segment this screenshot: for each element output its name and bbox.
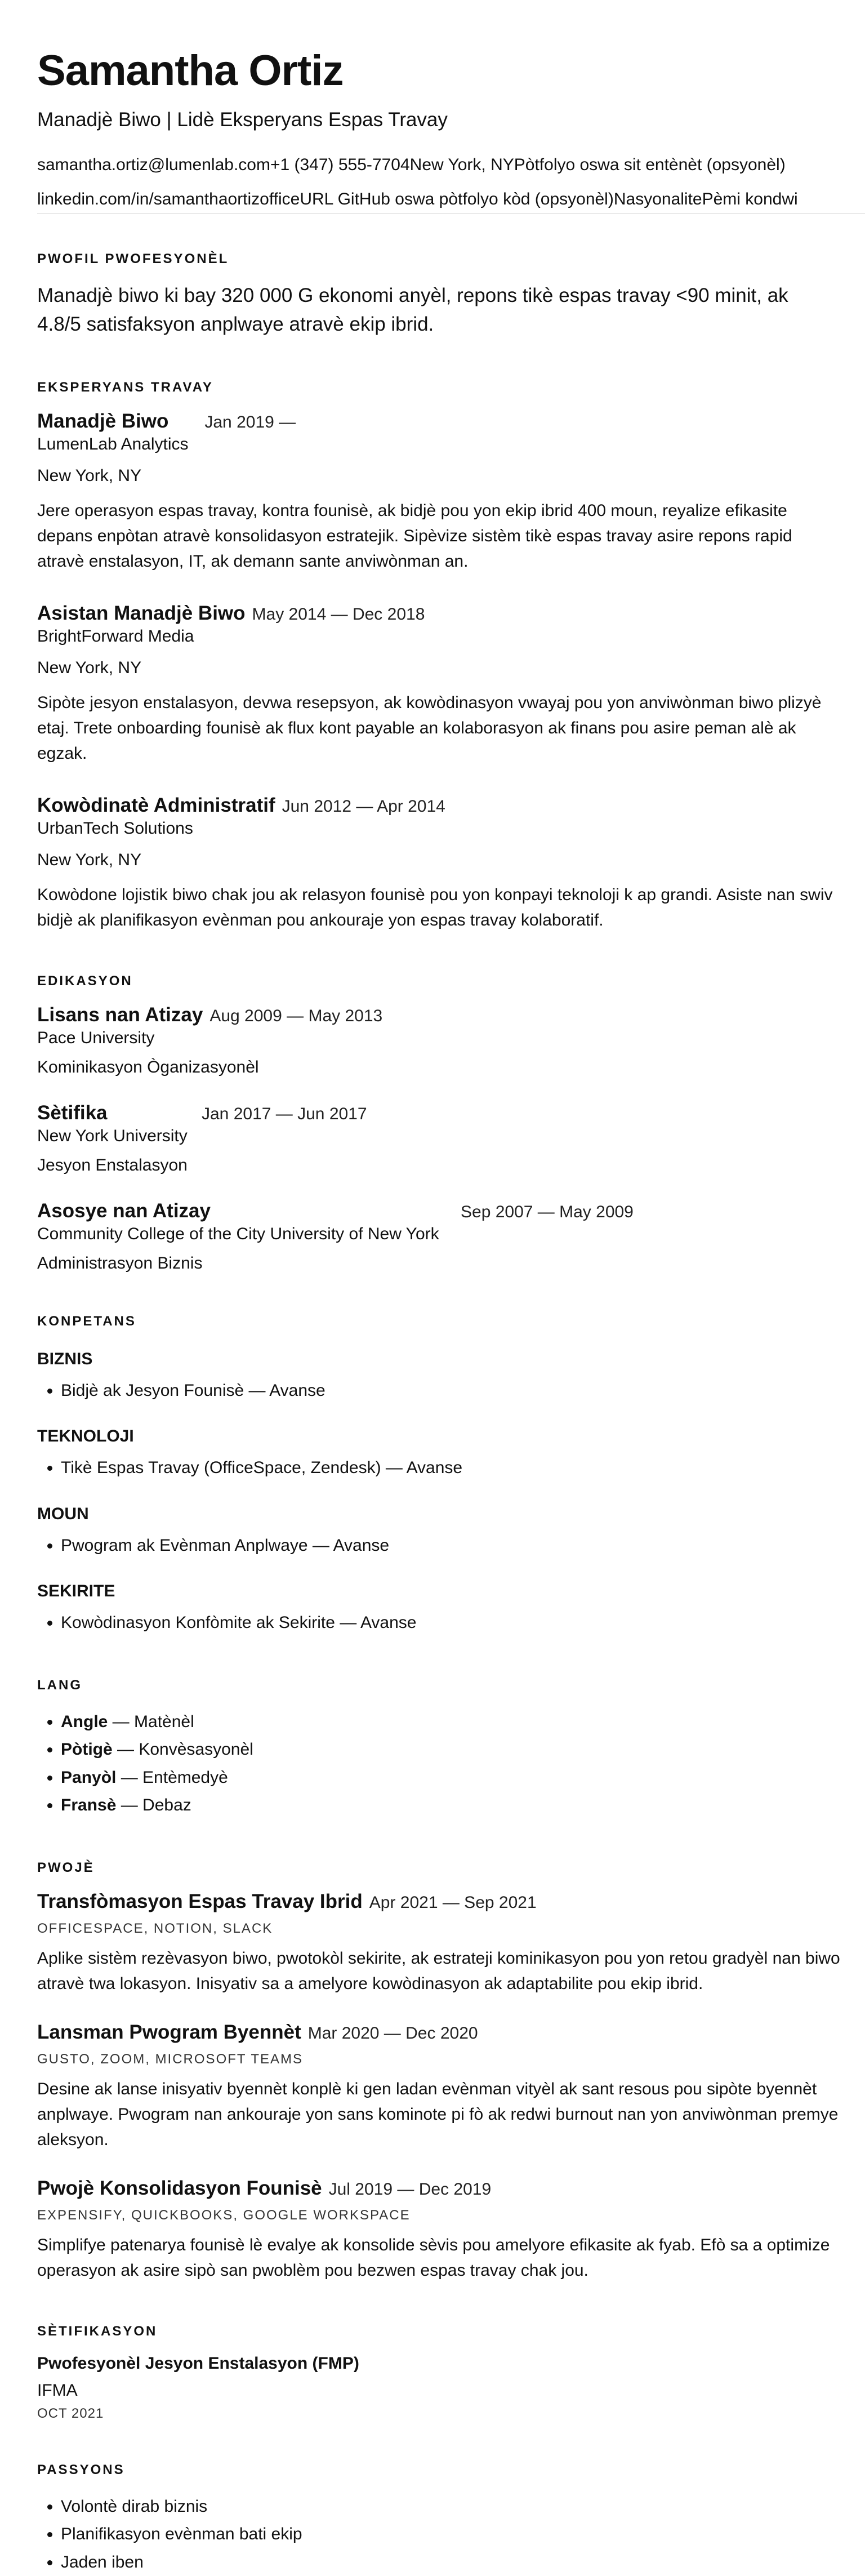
language-level: — Matènèl [108,1712,194,1731]
skill-item: • Bidjè ak Jesyon Founisè — Avanse [61,1377,828,1405]
skill-category: TEKNOLOJI [37,1427,134,1446]
interest-item: • Jaden iben [61,2548,828,2576]
contact-driving-license: Pèmi kondwi [702,190,798,209]
job-title: Asistan Manadjè Biwo [37,602,246,624]
section-title: PWOJÈ [37,1859,95,1875]
language-item [61,1708,828,1736]
projects-section [37,1859,840,2283]
skill-category: MOUN [37,1504,89,1523]
language-item [61,1791,828,1819]
project-date: Jul 2019 — Dec 2019 [328,2179,492,2199]
contact-phone[interactable]: +1 (347) 555-7704 [270,155,410,175]
job-date: Jan 2019 — [204,412,296,431]
job-date: May 2014 — Dec 2018 [252,604,425,624]
skill-list [37,1609,828,1637]
project-date: Apr 2021 — Sep 2021 [369,1893,537,1912]
summary-text: Manadjè biwo ki bay 320 000 G ekonomi anyèl, repons tikè espas travay <90 minit, ak 4.8/5 satisfaksyon anplwaye atravè ekip ibrid. [37,284,788,335]
skill-list [37,1454,828,1482]
education-entry [37,1004,828,1077]
project-description: Simplifye patenarya founisè lè evalye ak konsolide sèvis pou amelyore efikasite ak fyab. Efò sa a optimize operasyon ak asire sipò san pwoblèm pou bezwen espas travay chak jou. [37,2235,830,2280]
candidate-name: Samantha Ortiz [37,47,344,95]
degree-title: Lisans nan Atizay [37,1003,203,1026]
section-title: SÈTIFIKASYON [37,2323,158,2339]
certification-date: OCT 2021 [37,2405,104,2421]
experience-section [37,379,833,933]
language-level: — Konvèsasyonèl [112,1740,253,1759]
job-description: Jere operasyon espas travay, kontra founisè, ak bidjè pou yon ekip ibrid 400 moun, reyalize efikasite depans enpòtan atravè konsolidasyon estratejik. Sipèvize sistèm tikè espas travay asire repons rapid atravè enstalasyon, IT, ak demann sante anviwònman an. [37,501,792,571]
header-divider [37,213,865,214]
section-title: KONPETANS [37,1313,136,1329]
contact-linkedin[interactable]: linkedin.com/in/samanthaortizofficeURL GitHub oswa pòtfolyo kòd (opsyonèl) [37,190,614,209]
degree-title: Asosye nan Atizay [37,1199,211,1222]
job-company: LumenLab Analytics [37,434,189,453]
language-name: Panyòl [61,1768,117,1787]
project-entry [37,1890,840,1996]
language-level: — Entèmedyè [116,1768,228,1787]
contact-row-2 [37,188,828,210]
language-list [37,1708,828,1819]
skills-section [37,1314,828,1637]
contact-row-1 [37,154,828,176]
language-level: — Debaz [116,1796,191,1815]
job-title: Manadjè Biwo [37,410,169,432]
language-item [61,1764,828,1792]
certification-title: Pwofesyonèl Jesyon Enstalasyon (FMP) [37,2353,359,2373]
job-location: New York, NY [37,658,142,677]
education-entry [37,1200,828,1273]
interest-list [37,2493,828,2576]
project-title: Pwojè Konsolidasyon Founisè [37,2177,322,2199]
job-location: New York, NY [37,466,142,485]
education-section [37,973,828,1273]
project-entry [37,2177,828,2283]
job-description: Kowòdone lojistik biwo chak jou ak relasyon founisè pou yon konpayi teknoloji k ap grandi. Asiste nan swiv bidjè ak planifikasyon evènman pou ankouraje yon espas travay kolaboratif. [37,885,833,929]
skill-item: • Kowòdinasyon Konfòmite ak Sekirite — Avanse [61,1609,828,1637]
field-of-study: Kominikasyon Òganizasyonèl [37,1057,259,1076]
school-name: New York University [37,1126,188,1145]
project-tools: OFFICESPACE, NOTION, SLACK [37,1920,273,1936]
experience-entry [37,602,828,766]
job-description: Sipòte jesyon enstalasyon, devwa resepsyon, ak kowòdinasyon vwayaj pou yon anviwònman biwo plizyè etaj. Trete onboarding founisè ak flux kont payable an kolaborasyon ak finans pou asire peman alè ak egzak. [37,693,822,763]
skill-list [37,1377,828,1405]
language-name: Pòtigè [61,1740,113,1759]
interests-section [37,2462,828,2576]
candidate-headline: Manadjè Biwo | Lidè Eksperyans Espas Travay [37,108,448,131]
language-name: Fransè [61,1796,117,1815]
degree-date: Aug 2009 — May 2013 [209,1006,383,1025]
section-title: PASSYONS [37,2462,125,2477]
job-date: Jun 2012 — Apr 2014 [282,797,445,816]
project-entry [37,2021,839,2152]
certification-issuer: IFMA [37,2381,78,2400]
interest-item: • Volontè dirab biznis [61,2493,828,2521]
experience-entry [37,794,833,933]
interest-item: • Planifikasyon evènman bati ekip [61,2520,828,2548]
contact-location: New York, NY [409,155,514,175]
project-description: Desine ak lanse inisyativ byennèt konplè ki gen ladan evènman vityèl ak sant resous pou sipòte byennèt anplwaye. Pwogram nan ankouraje yon sans kominote pi fò ak redwi burnout nan yon anviwònman premye aleksyon. [37,2079,839,2149]
section-title: EDIKASYON [37,973,133,989]
degree-date: Jan 2017 — Jun 2017 [202,1104,367,1123]
languages-section [37,1678,828,1819]
degree-title: Sètifika [37,1101,108,1124]
contact-email[interactable]: samantha.ortiz@lumenlab.com [37,155,270,175]
education-entry [37,1102,828,1175]
project-title: Lansman Pwogram Byennèt [37,2021,301,2043]
resume-header [37,47,828,214]
project-date: Mar 2020 — Dec 2020 [307,2023,478,2043]
skill-category: SEKIRITE [37,1582,115,1601]
section-title: LANG [37,1677,82,1693]
language-name: Angle [61,1712,108,1731]
school-name: Pace University [37,1028,155,1047]
skill-item: • Tikè Espas Travay (OfficeSpace, Zendesk) — Avanse [61,1454,828,1482]
contact-portfolio[interactable]: Pòtfolyo oswa sit entènèt (opsyonèl) [514,155,786,175]
project-tools: EXPENSIFY, QUICKBOOKS, GOOGLE WORKSPACE [37,2207,411,2223]
skill-item: • Pwogram ak Evènman Anplwaye — Avanse [61,1532,828,1560]
experience-entry [37,410,828,574]
project-description: Aplike sistèm rezèvasyon biwo, pwotokòl sekirite, ak estrateji kominikasyon pou yon retou gradyèl nan biwo atravè twa lokasyon. Inisyativ sa a amelyore kowòdinasyon ak adaptabilite pou ekip ibrid. [37,1948,840,1993]
job-company: BrightForward Media [37,626,194,646]
field-of-study: Administrasyon Biznis [37,1253,203,1273]
section-title: EKSPERYANS TRAVAY [37,379,213,395]
section-title: PWOFIL PWOFESYONÈL [37,251,229,267]
job-location: New York, NY [37,850,142,869]
school-name: Community College of the City University of New York [37,1224,439,1243]
degree-date: Sep 2007 — May 2009 [461,1202,634,1221]
project-tools: GUSTO, ZOOM, MICROSOFT TEAMS [37,2051,304,2067]
certifications-section [37,2324,828,2422]
certification-entry [37,2354,828,2422]
summary-section [37,251,828,339]
skill-list [37,1532,828,1560]
contact-nationality: Nasyonalite [613,190,702,209]
language-item [61,1736,828,1764]
project-title: Transfòmasyon Espas Travay Ibrid [37,1890,363,1912]
skill-category: BIZNIS [37,1349,93,1368]
field-of-study: Jesyon Enstalasyon [37,1155,188,1174]
job-company: UrbanTech Solutions [37,818,193,838]
job-title: Kowòdinatè Administratif [37,794,275,816]
